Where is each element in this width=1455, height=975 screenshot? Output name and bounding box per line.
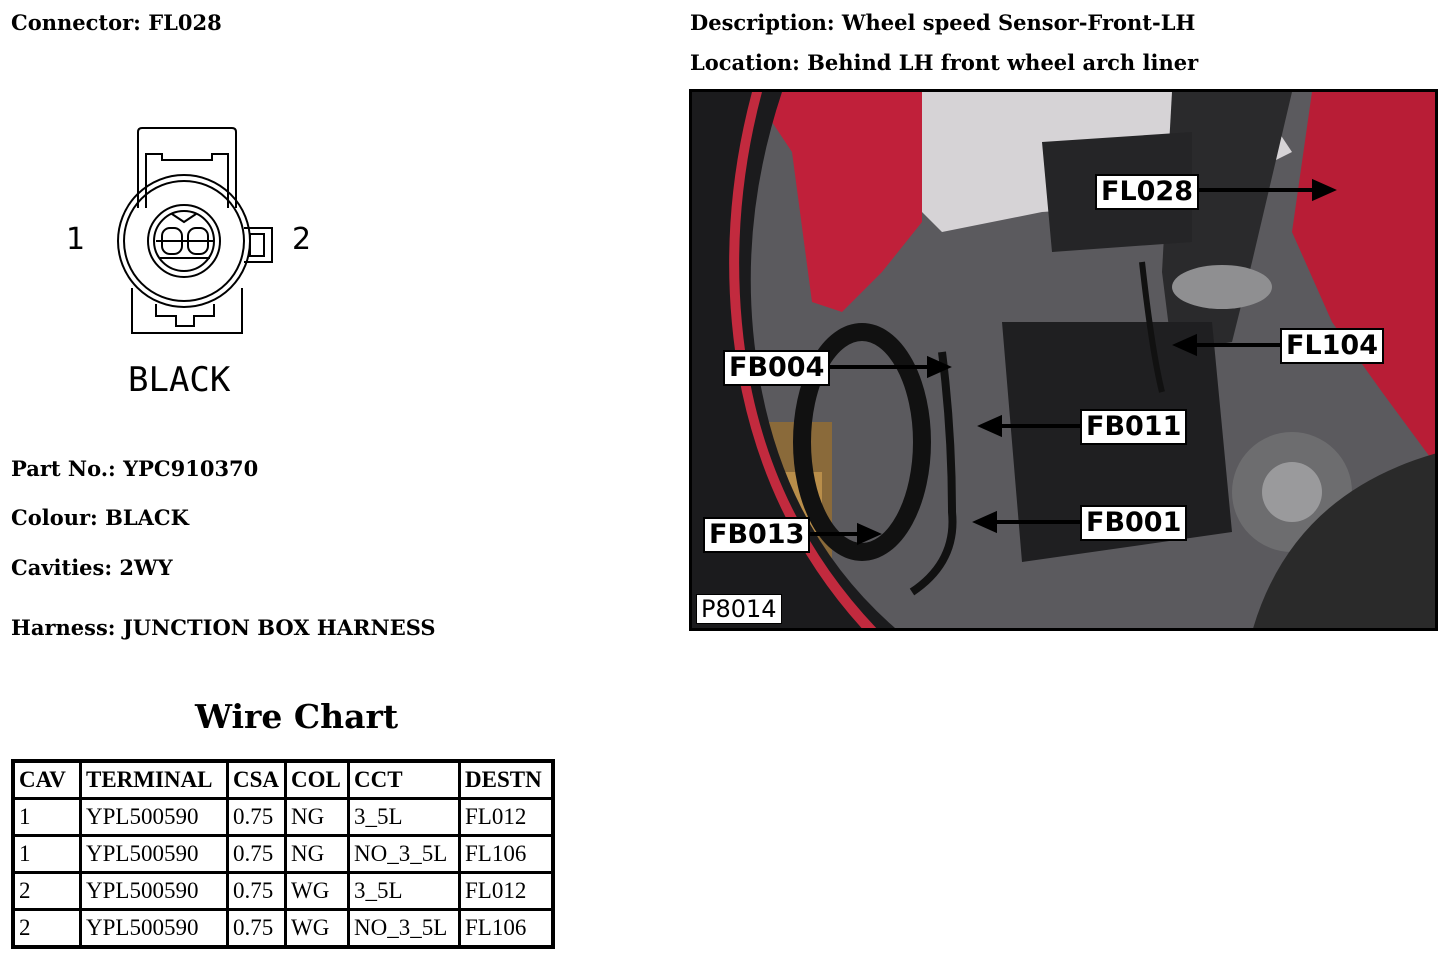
description-text: Description: Wheel speed Sensor-Front-LH (690, 10, 1196, 35)
callout-fb011: FB011 (1080, 409, 1187, 445)
callout-fb001: FB001 (1080, 505, 1187, 541)
cell-destn: FL012 (460, 799, 554, 836)
cell-destn: FL106 (460, 836, 554, 873)
location-text: Location: Behind LH front wheel arch liner (690, 50, 1199, 75)
connector-face-drawing (60, 118, 310, 343)
colour-text: Colour: BLACK (11, 505, 189, 530)
cell-cav: 2 (13, 873, 81, 910)
column-header-col: COL (286, 761, 349, 799)
cell-csa: 0.75 (228, 836, 286, 873)
cell-col: NG (286, 836, 349, 873)
pin-1-label: 1 (66, 222, 86, 257)
table-row (13, 910, 553, 948)
cell-terminal: YPL500590 (81, 910, 228, 948)
cell-cct: NO_3_5L (349, 910, 460, 948)
photo-reference-label: P8014 (696, 594, 782, 624)
cell-destn: FL106 (460, 910, 554, 948)
cell-terminal: YPL500590 (81, 836, 228, 873)
callout-fb004: FB004 (723, 350, 830, 386)
wire-chart-table (11, 759, 555, 949)
column-header-cav: CAV (13, 761, 81, 799)
column-header-terminal: TERMINAL (81, 761, 228, 799)
table-row (13, 836, 553, 873)
wire-chart-title: Wire Chart (195, 697, 399, 736)
callout-fl028: FL028 (1095, 174, 1199, 210)
harness-text: Harness: JUNCTION BOX HARNESS (11, 615, 436, 640)
column-header-csa: CSA (228, 761, 286, 799)
cell-csa: 0.75 (228, 799, 286, 836)
cell-col: WG (286, 873, 349, 910)
cell-terminal: YPL500590 (81, 799, 228, 836)
cell-cct: 3_5L (349, 799, 460, 836)
cell-col: NG (286, 799, 349, 836)
location-photo (689, 89, 1438, 631)
part-number: Part No.: YPC910370 (11, 456, 259, 481)
pin-2-label: 2 (292, 222, 312, 257)
cell-cav: 2 (13, 910, 81, 948)
table-row (13, 873, 553, 910)
callout-fb013: FB013 (703, 517, 810, 553)
connector-heading: Connector: FL028 (11, 10, 222, 35)
cell-destn: FL012 (460, 873, 554, 910)
cell-cav: 1 (13, 836, 81, 873)
wire-chart-header-row (13, 761, 553, 799)
cell-cct: 3_5L (349, 873, 460, 910)
connector-colour-label: BLACK (128, 360, 231, 400)
cell-cav: 1 (13, 799, 81, 836)
cavities-text: Cavities: 2WY (11, 555, 173, 580)
cell-csa: 0.75 (228, 873, 286, 910)
cell-col: WG (286, 910, 349, 948)
cell-csa: 0.75 (228, 910, 286, 948)
cell-terminal: YPL500590 (81, 873, 228, 910)
cell-cct: NO_3_5L (349, 836, 460, 873)
table-row (13, 799, 553, 836)
column-header-destn: DESTN (460, 761, 554, 799)
callout-fl104: FL104 (1280, 328, 1384, 364)
column-header-cct: CCT (349, 761, 460, 799)
